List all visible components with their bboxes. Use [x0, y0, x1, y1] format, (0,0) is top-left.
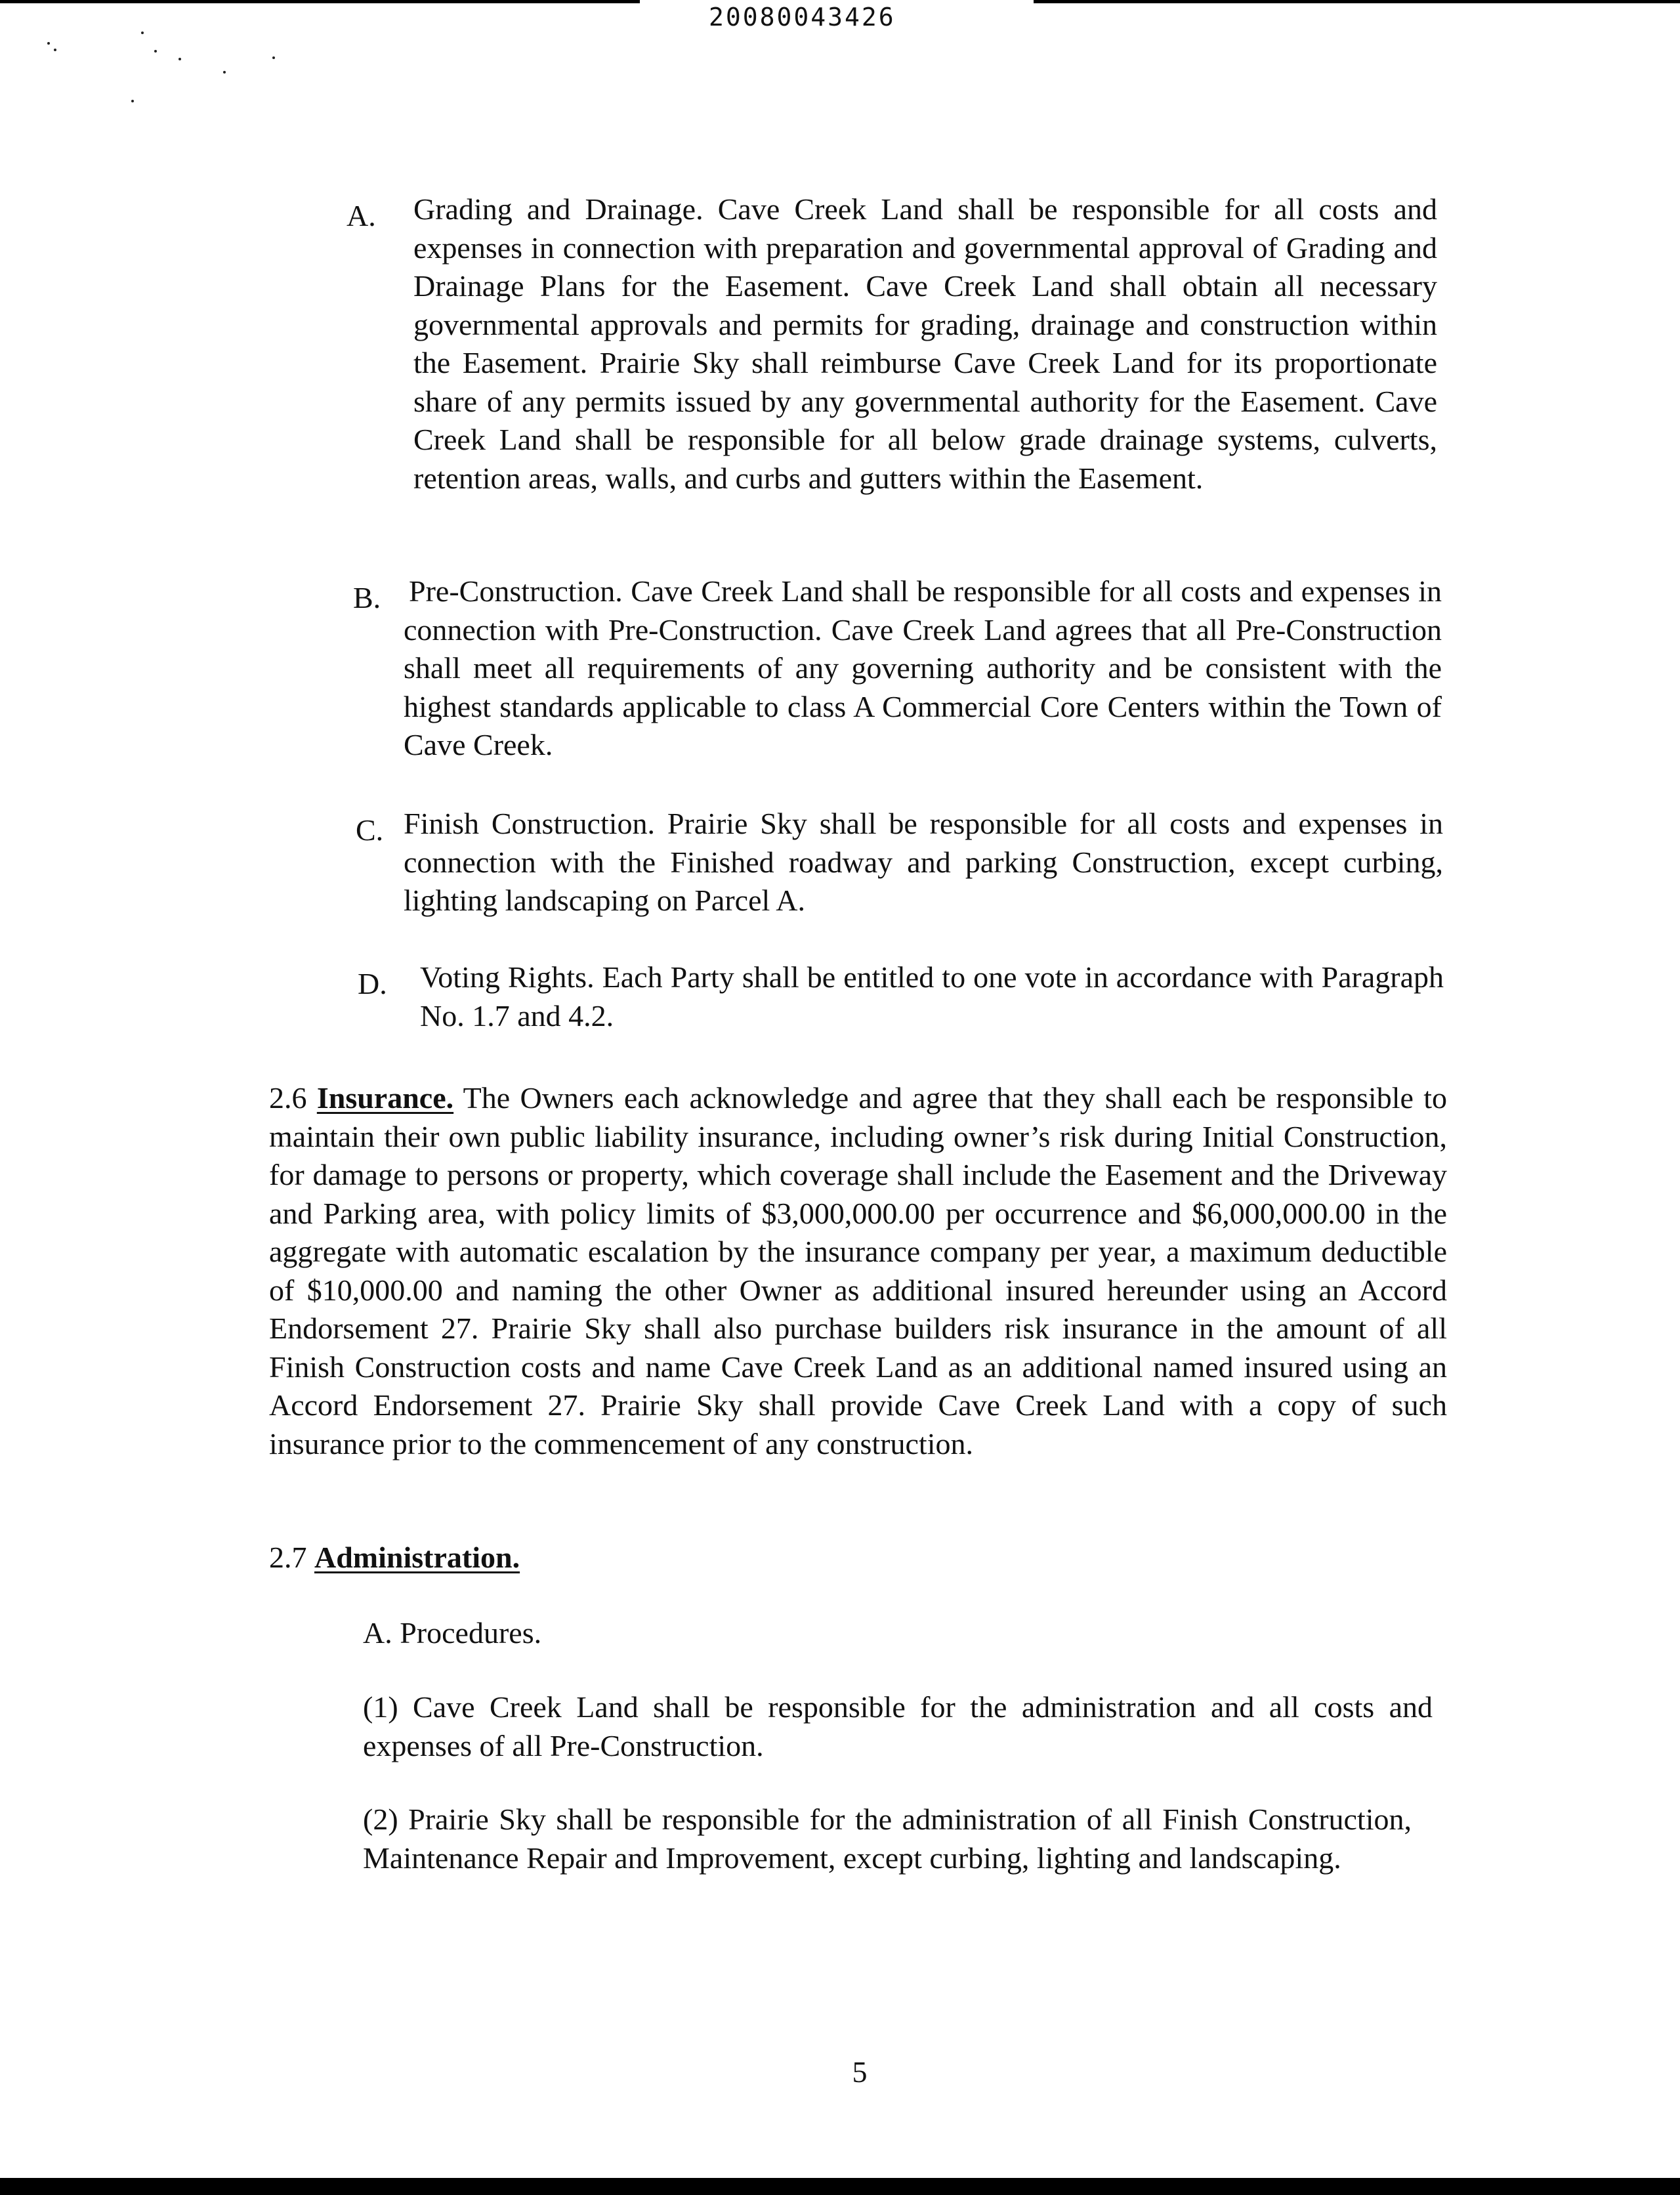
section-administration-title — [269, 1539, 1447, 1577]
scan-speck — [141, 32, 144, 34]
procedure-item-1: (1) Cave Creek Land shall be responsible for the administration and all costs and expenses of all Pre-Construction. — [363, 1690, 1433, 1762]
procedure-item-2: (2) Prairie Sky shall be responsible for the administration of all Finish Construction, Maintenance Repair and Improvement, except curbing, lighting and landscaping. — [363, 1802, 1412, 1875]
recording-number: 20080043426 — [709, 3, 896, 32]
scan-speck — [54, 49, 56, 51]
scan-bottom-border — [0, 2178, 1680, 2195]
item-a-text: Grading and Drainage. Cave Creek Land shall be responsible for all costs and expenses in connection with preparation and governmental approval of Grading and Drainage Plans for the Easement. Cave Creek Land shall obtain all necessary governmental approvals and permits for grading, drainage and construction within the Easement. Prairie Sky shall reimburse Cave Creek Land for its proportionate share of any permits issued by any governmental authority for the Easement. Cave Creek Land shall be responsible for all below grade drainage systems, culverts, retention areas, walls, and curbs and gutters within the Easement. — [413, 192, 1437, 495]
scan-speck — [131, 100, 134, 102]
scan-speck — [223, 71, 226, 74]
section-insurance-heading: Insurance. — [316, 1081, 454, 1115]
section-administration-heading: Administration. — [314, 1541, 520, 1574]
scan-speck — [47, 42, 50, 45]
scan-speck — [272, 56, 275, 59]
section-administration-number: 2.7 — [269, 1541, 307, 1574]
item-d-marker: D. — [358, 967, 387, 1000]
scan-speck — [178, 58, 181, 60]
item-b-marker: B. — [353, 581, 381, 614]
page-number: 5 — [852, 2055, 868, 2089]
item-a-marker: A. — [346, 199, 376, 232]
scan-speck — [154, 50, 157, 53]
item-d-text: Voting Rights. Each Party shall be entitled to one vote in accordance with Paragraph No. 1.7 and 4.2. — [420, 960, 1444, 1033]
scan-top-border-left — [0, 0, 640, 3]
section-insurance — [269, 1079, 1447, 1463]
item-b-text: Pre-Construction. Cave Creek Land shall be responsible for all costs and expenses in connection with Pre-Construction. Cave Creek Land agrees that all Pre-Construction shall meet all requirements of any governing authority and be consistent with the highest standards applicable to class A Commercial Core Centers within the Town of Cave Creek. — [404, 574, 1442, 761]
scan-top-border-right — [1034, 0, 1680, 3]
item-c-marker: C. — [356, 813, 384, 847]
section-insurance-text: The Owners each acknowledge and agree that they shall each be responsible to maintain their own public liability insurance, including owner’s risk during Initial Construction, for damage to persons or property, which coverage shall include the Easement and the Driveway and Parking area, with policy limits of $3,000,000.00 per occurrence and $6,000,000.00 in the aggregate with automatic escalation by the insurance company per year, a maximum deductible of $10,000.00 and naming the other Owner as additional insured hereunder using an Accord Endorsement 27. Prairie Sky shall also purchase builders risk insurance in the amount of all Finish Construction costs and name Cave Creek Land as an additional named insured using an Accord Endorsement 27. Prairie Sky shall provide Cave Creek Land with a copy of such insurance prior to the commencement of any construction. — [269, 1081, 1448, 1460]
section-insurance-number: 2.6 — [269, 1081, 307, 1115]
procedures-subheading: A. Procedures. — [363, 1616, 542, 1650]
item-c-text: Finish Construction. Prairie Sky shall be responsible for all costs and expenses in connection with the Finished roadway and parking Construction, except curbing, lighting landscaping on Parcel A. — [404, 807, 1443, 917]
